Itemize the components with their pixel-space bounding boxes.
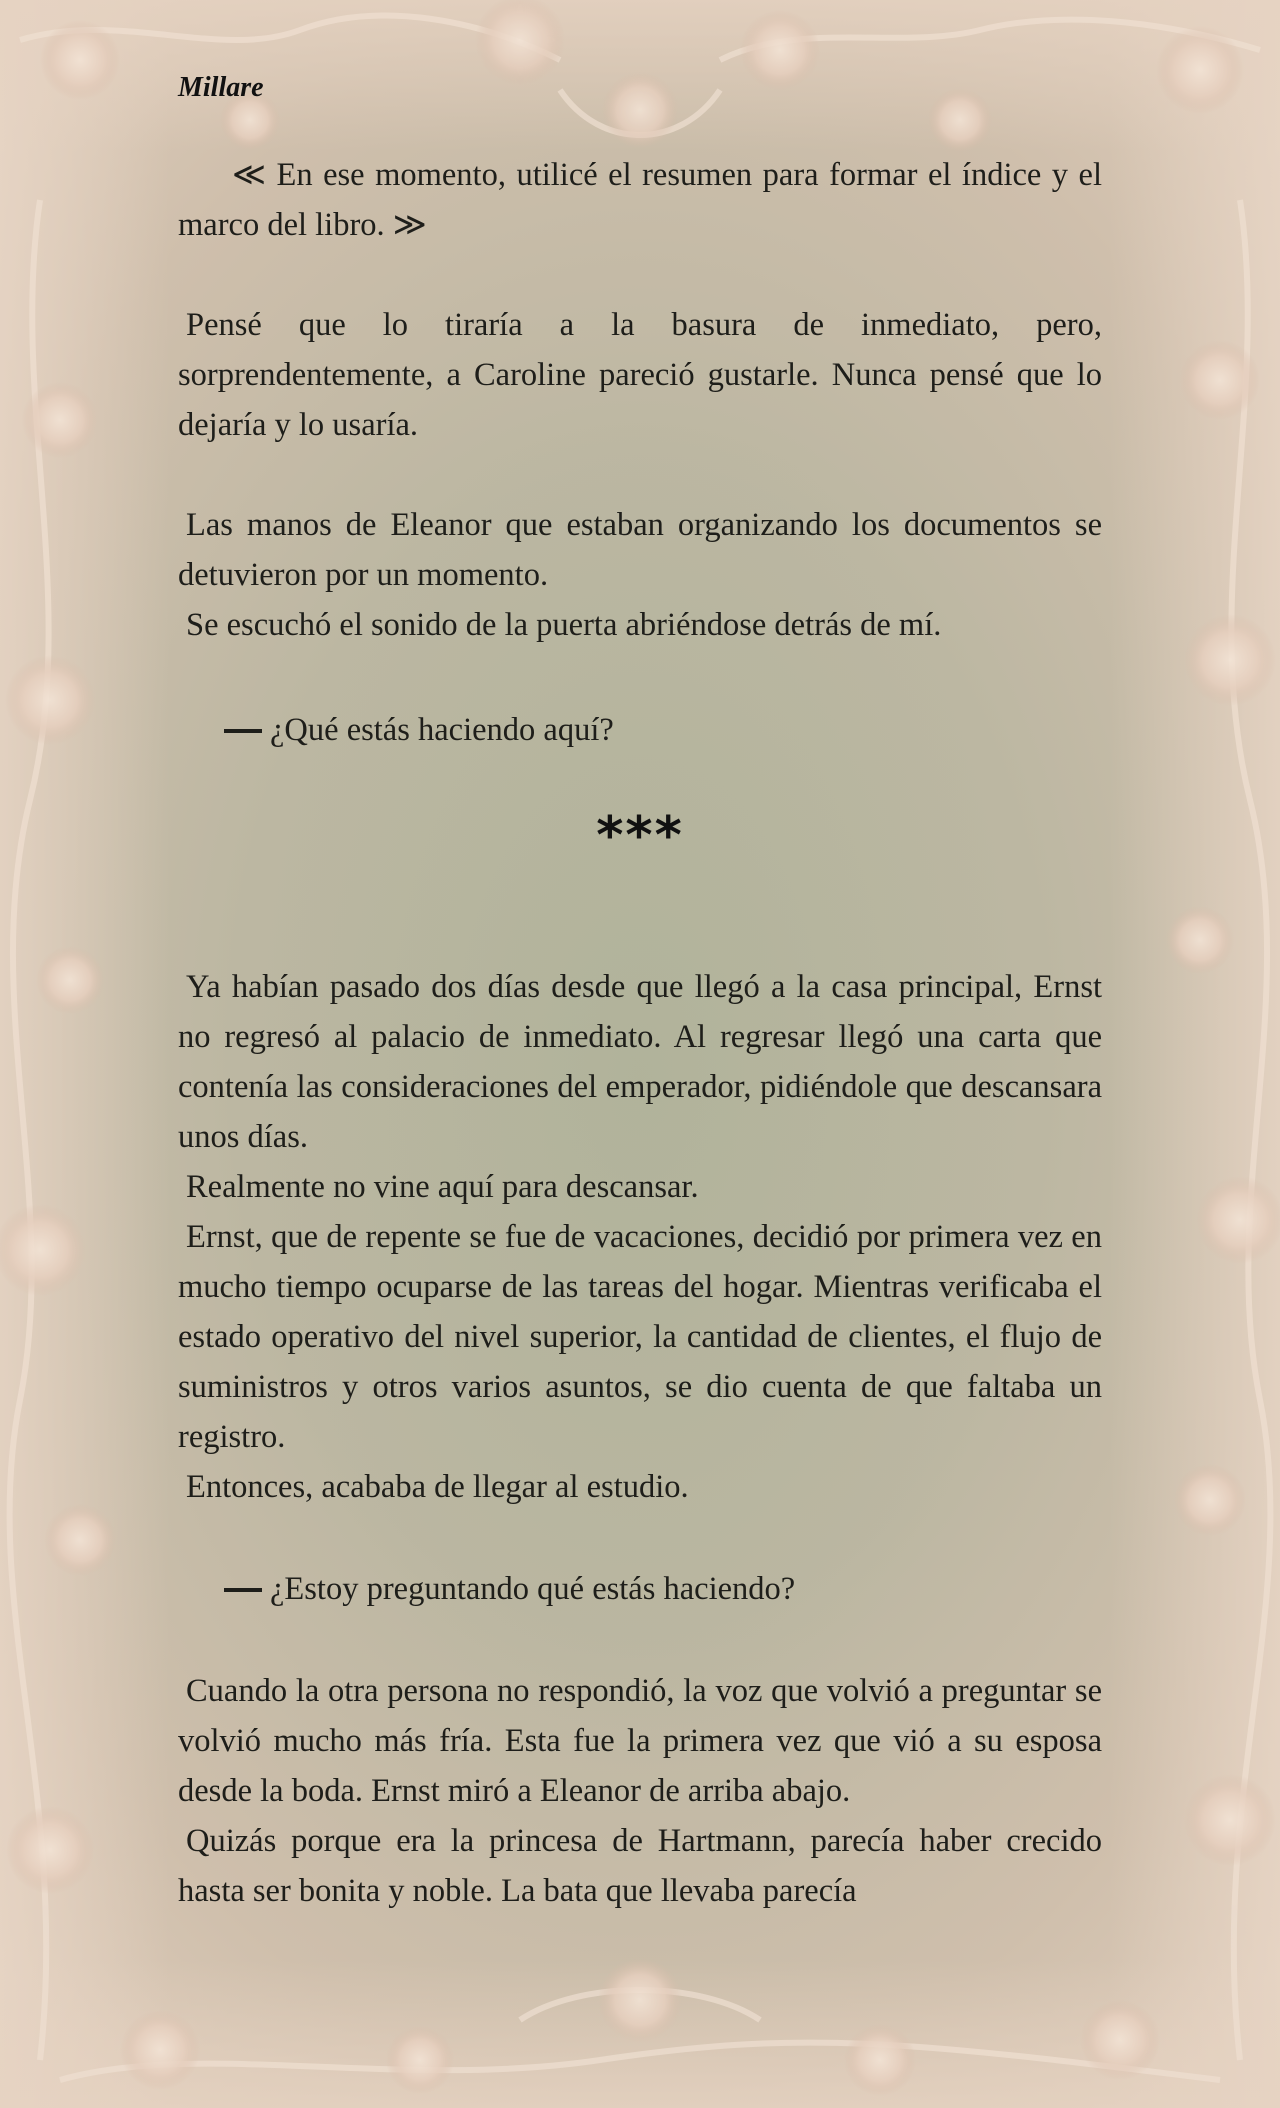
paragraph-text: Realmente no vine aquí para descansar. <box>186 1169 699 1205</box>
dialogue-text: ¿Estoy preguntando qué estás haciendo? <box>270 1571 796 1607</box>
dialogue-dash <box>224 1588 262 1592</box>
paragraph-text: Las manos de Eleanor que estaban organizando los documentos se detuvieron por un momento. <box>178 507 1102 593</box>
paragraph-ernst-return <box>178 962 1102 1512</box>
paragraph-summary-note <box>178 150 1102 250</box>
paragraph-eleanor-hands <box>178 500 1102 650</box>
paragraph-text: Se escuchó el sonido de la puerta abriéndose detrás de mí. <box>186 607 942 643</box>
dialogue-dash <box>224 729 262 733</box>
paragraph-text: Ya habían pasado dos días desde que llegó a la casa principal, Ernst no regresó al palacio de inmediato. Al regresar llegó una carta que contenía las consideraciones del emperador, pidiéndole que descansara unos días. <box>178 969 1102 1155</box>
paragraph-caroline <box>178 300 1102 450</box>
section-separator: *** <box>596 806 684 866</box>
paragraph-text: Ernst, que de repente se fue de vacaciones, decidió por primera vez en mucho tiempo ocuparse de las tareas del hogar. Mientras verificaba el estado operativo del nivel superior, la cantidad de clientes, el flujo de suministros y otros varios asuntos, se dio cuenta de que faltaba un registro. <box>178 1219 1102 1455</box>
paragraph-text: ≪ En ese momento, utilicé el resumen para formar el índice y el marco del libro. ≫ <box>178 157 1102 243</box>
paragraph-text: Entonces, acababa de llegar al estudio. <box>186 1469 689 1505</box>
paragraph-text: Cuando la otra persona no respondió, la voz que volvió a preguntar se volvió mucho más fría. Esta fue la primera vez que vió a su esposa desde la boda. Ernst miró a Eleanor de arriba abajo. <box>178 1673 1102 1809</box>
dialogue-line-second <box>224 1564 795 1614</box>
dialogue-text: ¿Qué estás haciendo aquí? <box>270 712 614 748</box>
paragraph-eleanor-description <box>178 1666 1102 1916</box>
paragraph-text: Pensé que lo tiraría a la basura de inmediato, pero, sorprendentemente, a Caroline pareció gustarle. Nunca pensé que lo dejaría y lo usaría. <box>178 307 1102 443</box>
dialogue-line-first <box>224 705 614 755</box>
paragraph-text: Quizás porque era la princesa de Hartmann, parecía haber crecido hasta ser bonita y noble. La bata que llevaba parecía <box>178 1823 1102 1909</box>
header-title: Millare <box>178 72 264 103</box>
